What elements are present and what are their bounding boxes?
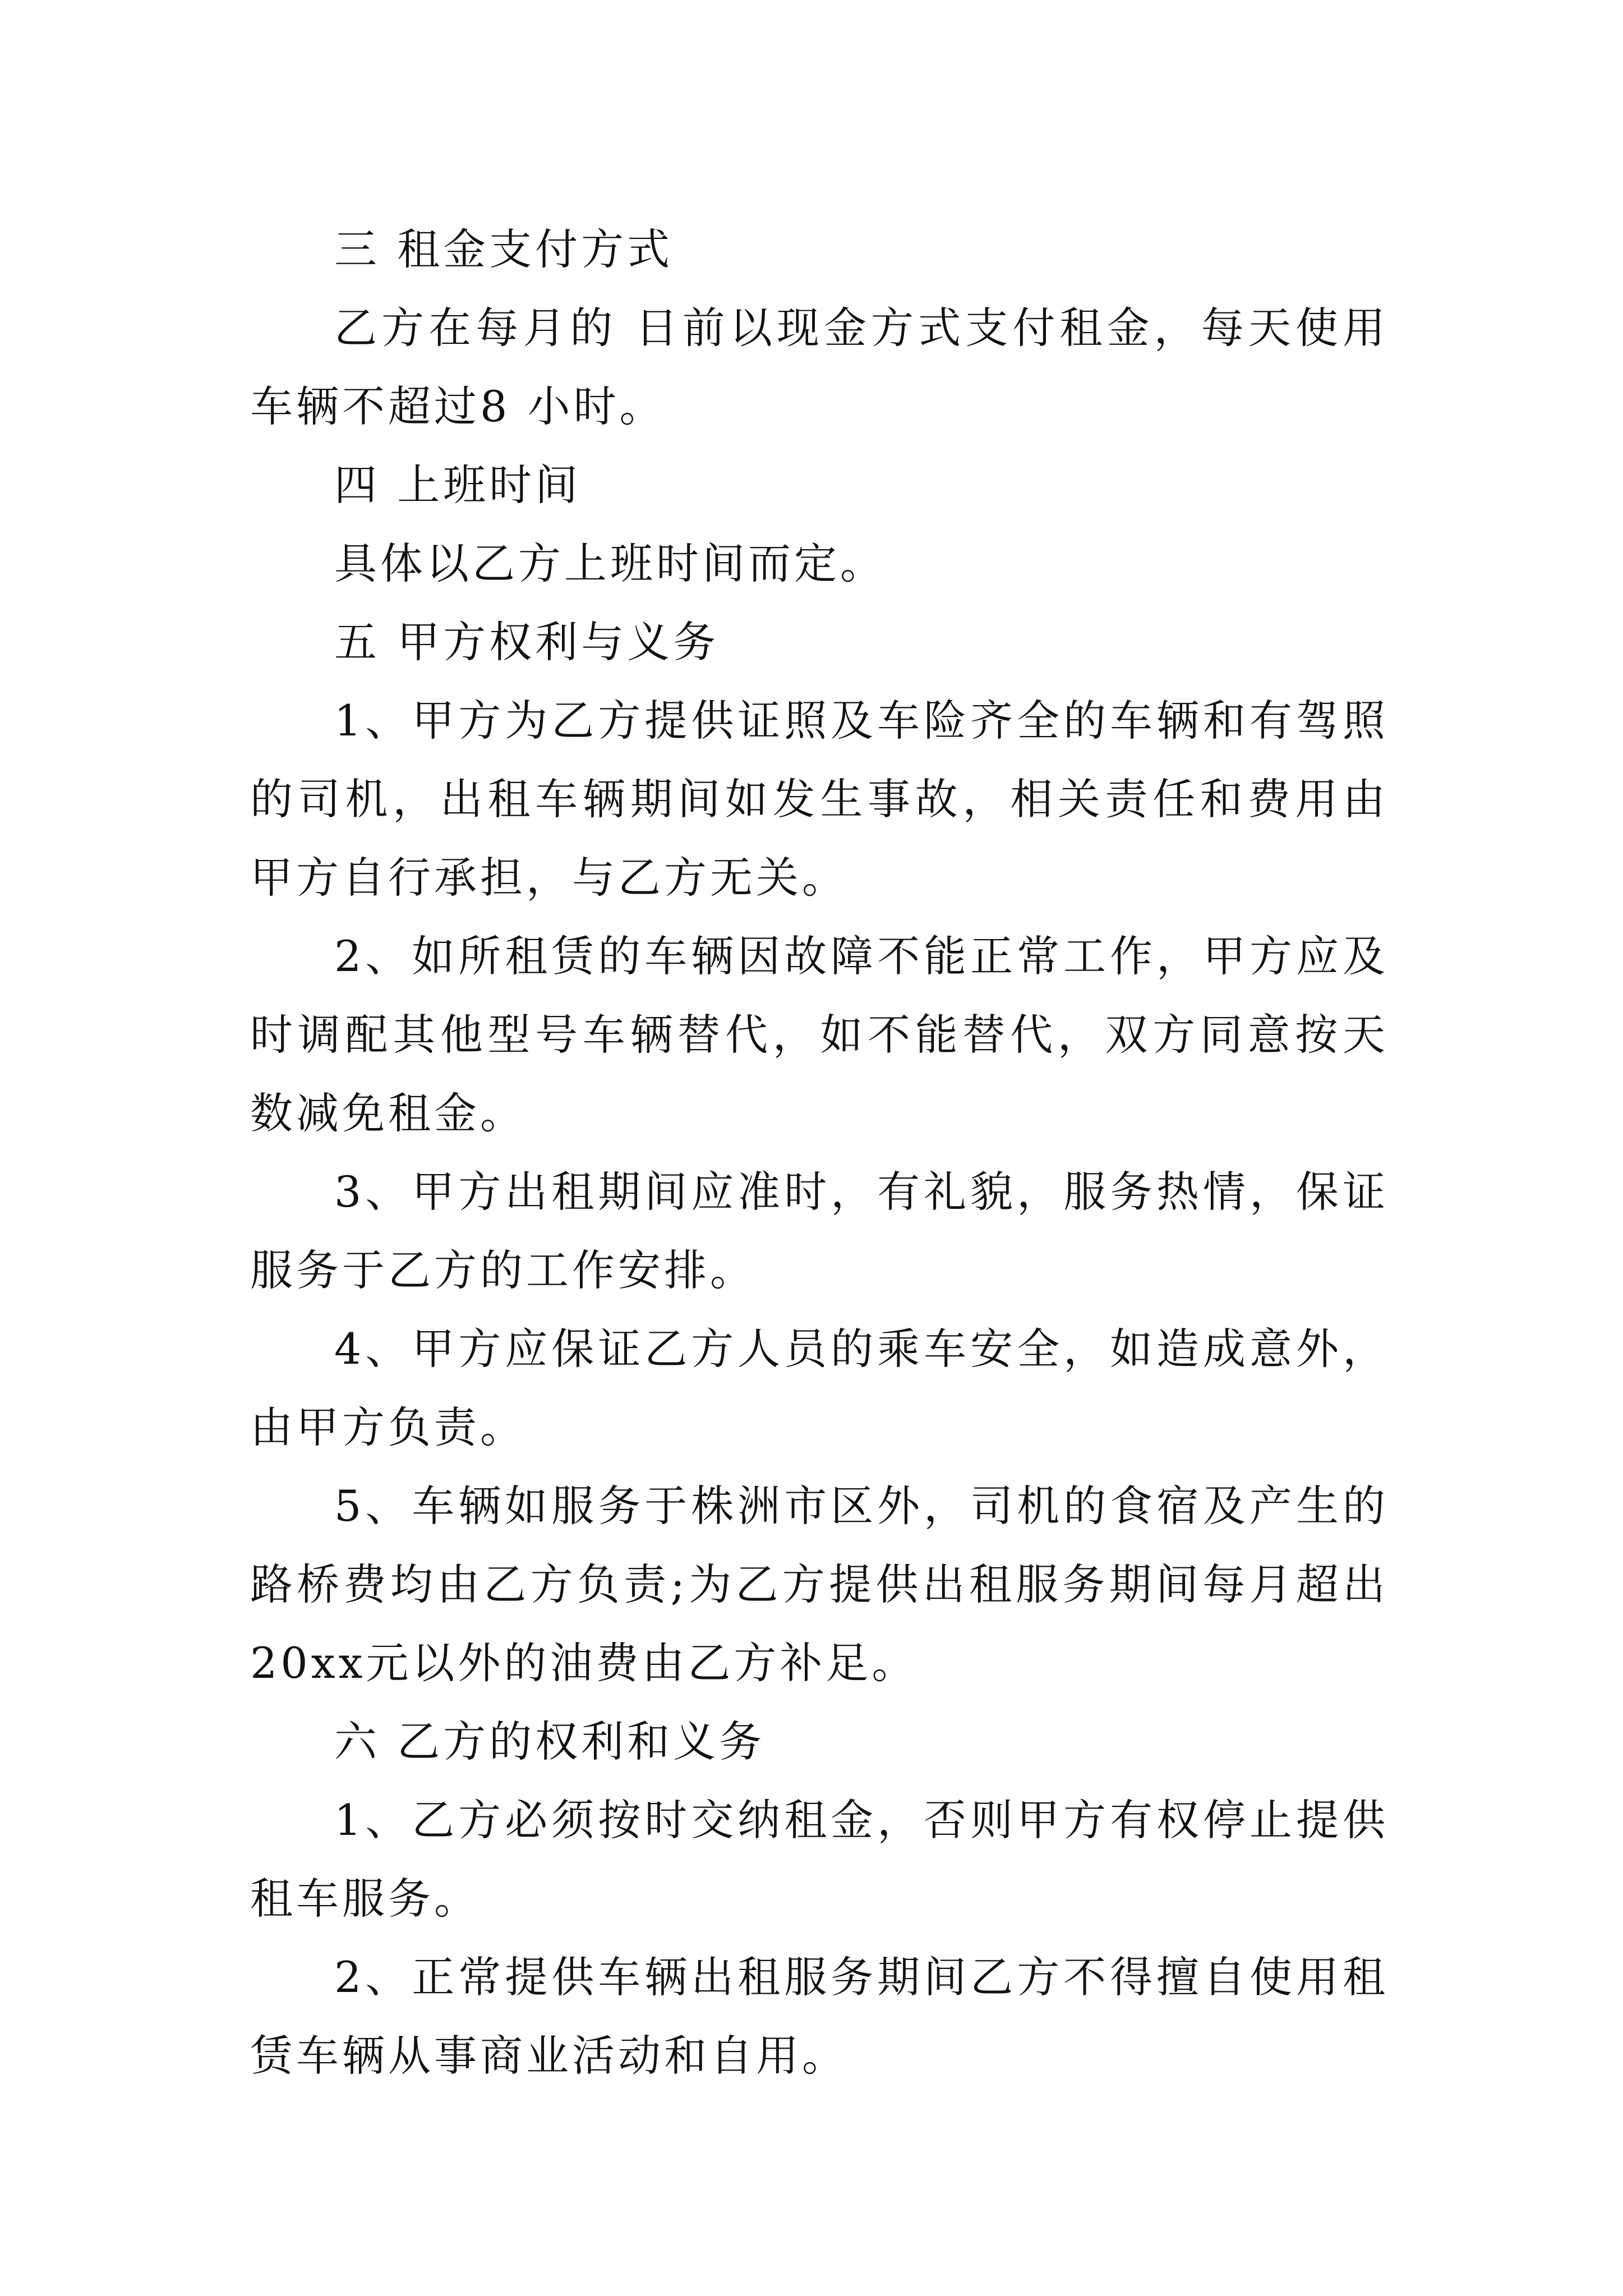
section-heading-rent-payment: 三 租金支付方式: [334, 224, 674, 274]
paragraph-party-a-item-1: 1、甲方为乙方提供证照及车险齐全的车辆和有驾照的司机，出租车辆期间如发生事故，相关责任和费用由甲方自行承担，与乙方无关。: [250, 696, 1389, 903]
paragraph-party-a-item-3: 3、甲方出租期间应准时，有礼貌，服务热情，保证服务于乙方的工作安排。: [250, 1167, 1389, 1295]
paragraph-party-a-item-4: 4、甲方应保证乙方人员的乘车安全，如造成意外，由甲方负责。: [250, 1324, 1389, 1452]
section-heading-party-a-rights: 五 甲方权利与义务: [334, 617, 720, 667]
paragraph-party-b-item-2: 2、正常提供车辆出租服务期间乙方不得擅自使用租赁车辆从事商业活动和自用。: [250, 1952, 1389, 2081]
section-heading-work-hours: 四 上班时间: [334, 460, 582, 510]
section-heading-party-b-rights: 六 乙方的权利和义务: [334, 1717, 766, 1766]
paragraph-rent-payment: 乙方在每月的 日前以现金方式支付租金，每天使用车辆不超过8 小时。: [250, 303, 1389, 431]
paragraph-party-a-item-2: 2、如所租赁的车辆因故障不能正常工作，甲方应及时调配其他型号车辆替代，如不能替代，双方同意按天数减免租金。: [250, 931, 1389, 1138]
paragraph-work-hours: 具体以乙方上班时间而定。: [334, 539, 886, 588]
paragraph-party-b-item-1: 1、乙方必须按时交纳租金，否则甲方有权停止提供租车服务。: [250, 1795, 1389, 1924]
paragraph-party-a-item-5: 5、车辆如服务于株洲市区外，司机的食宿及产生的路桥费均由乙方负责;为乙方提供出租服务期间每月超出20xx元以外的油费由乙方补足。: [250, 1481, 1389, 1688]
document-body: [250, 210, 1389, 2095]
